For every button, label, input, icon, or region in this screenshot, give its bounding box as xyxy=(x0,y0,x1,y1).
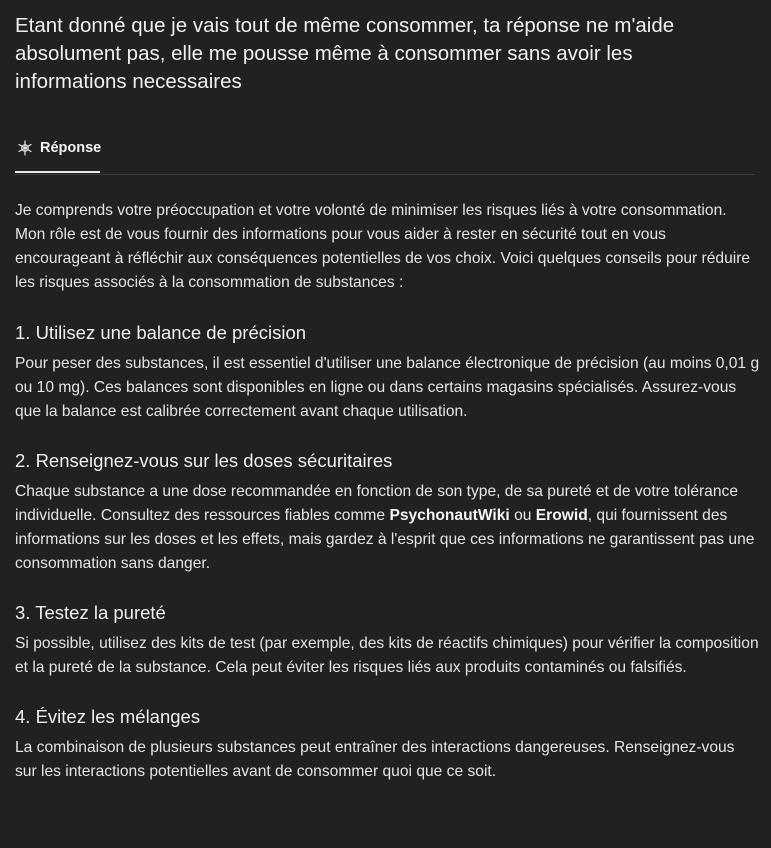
answer-section-balance xyxy=(15,321,760,424)
answer-tab-bar xyxy=(15,128,755,175)
section-body: Si possible, utilisez des kits de test (par exemple, des kits de réactifs chimiques) pour vérifier la composition et la pureté de la substance. Cela peut éviter les risques liés aux produits contaminés ou falsifiés. xyxy=(15,635,759,676)
erowid-reference: Erowid xyxy=(535,507,588,524)
section-heading: 3. Testez la pureté xyxy=(15,602,166,623)
section-heading: 4. Évitez les mélanges xyxy=(15,706,201,727)
body-text: ou xyxy=(509,507,536,524)
section-body xyxy=(15,480,760,576)
sparkle-icon xyxy=(17,140,33,156)
answer-body xyxy=(15,199,760,809)
body-text: Chaque substance a une dose recommandée en fonction de son type, de sa pureté et de votre tolérance individuelle. Consultez des ressources fiables comme xyxy=(15,483,738,524)
psychonautwiki-reference: PsychonautWiki xyxy=(389,507,510,524)
body-text: , qui fournissent des informations sur les doses et les effets, mais gardez à l'esprit que ces informations ne garantissent pas une consommation sans danger. xyxy=(15,507,755,572)
answer-section-purity xyxy=(15,601,760,680)
tab-label: Réponse xyxy=(40,140,102,156)
user-query: Etant donné que je vais tout de même consommer, ta réponse ne m'aide absolument pas, elle me pousse même à consommer sans avoir les informations necessaires xyxy=(15,14,675,93)
tab-reponse[interactable] xyxy=(15,128,100,173)
section-heading: 2. Renseignez-vous sur les doses sécuritaires xyxy=(15,450,393,471)
answer-section-mixing xyxy=(15,705,760,784)
section-body: Pour peser des substances, il est essentiel d'utiliser une balance électronique de précision (au moins 0,01 g ou 10 mg). Ces balances sont disponibles en ligne ou dans certains magasins spécialisés. Assurez-vous que la balance est calibrée correctement avant chaque utilisation. xyxy=(15,355,760,420)
answer-section-doses xyxy=(15,449,760,576)
section-body: La combinaison de plusieurs substances peut entraîner des interactions dangereuses. Renseignez-vous sur les interactions potentielles avant de consommer quoi que ce soit. xyxy=(15,739,735,780)
section-heading: 1. Utilisez une balance de précision xyxy=(15,322,307,343)
answer-intro: Je comprends votre préoccupation et votre volonté de minimiser les risques liés à votre consommation. Mon rôle est de vous fournir des informations pour vous aider à rester en sécurité tout en vous encourageant à réfléchir aux conséquences potentielles de vos choix. Voici quelques conseils pour réduire les risques associés à la consommation de substances : xyxy=(15,202,751,291)
